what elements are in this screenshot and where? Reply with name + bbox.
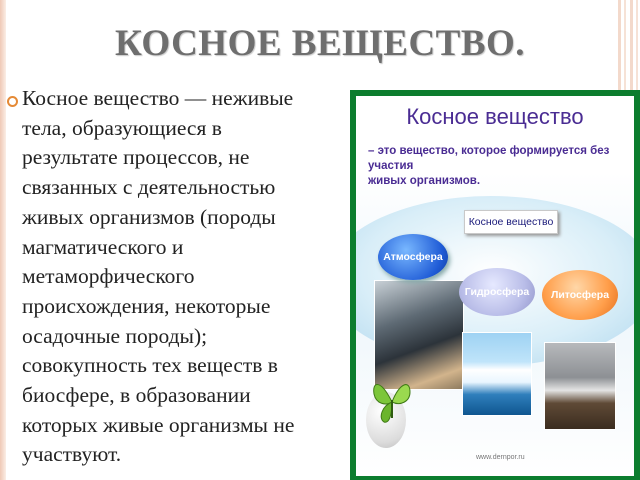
body-line: метаморфического: [22, 264, 195, 289]
left-edge-decoration: [0, 0, 6, 480]
illustration-title: Косное вещество: [406, 104, 584, 129]
illustration-subtitle-line: – это вещество, которое формируется без участия: [368, 145, 610, 172]
iceberg-photo: [462, 332, 532, 416]
body-line: которых живые организмы не: [22, 412, 295, 437]
body-line: магматического и: [22, 234, 184, 259]
body-line: Косное вещество — неживые: [22, 86, 294, 110]
hydrosphere-bubble: Гидросфера: [459, 268, 535, 316]
body-line: участвуют.: [22, 442, 122, 467]
body-line: результате процессов, не: [22, 145, 250, 170]
illustration-frame: [350, 90, 640, 480]
body-line: живых организмов (породы: [22, 204, 276, 229]
inert-matter-box: Косное вещество: [464, 210, 558, 234]
slide-body-text: [22, 84, 352, 470]
body-line: биосфере, в образовании: [22, 383, 251, 408]
body-line: осадочные породы);: [22, 323, 208, 348]
body-line: совокупность тех веществ в: [22, 353, 278, 378]
circle-bullet-icon: [7, 96, 18, 107]
body-line: происхождения, некоторые: [22, 293, 271, 318]
butterfly-icon: [370, 372, 414, 432]
body-line: связанных с деятельностью: [22, 175, 276, 200]
geyser-photo: [544, 342, 616, 430]
body-line: тела, образующиеся в: [22, 115, 222, 140]
illustration-subtitle: [368, 144, 628, 189]
illustration-content: [356, 96, 634, 476]
slide-title: КОСНОЕ ВЕЩЕСТВО.: [114, 23, 526, 64]
illustration-subtitle-line: живых организмов.: [368, 175, 481, 187]
lithosphere-bubble: Литосфера: [542, 270, 618, 320]
atmosphere-bubble: Атмосфера: [378, 234, 448, 280]
illustration-url: www.dernpor.ru: [476, 454, 525, 461]
